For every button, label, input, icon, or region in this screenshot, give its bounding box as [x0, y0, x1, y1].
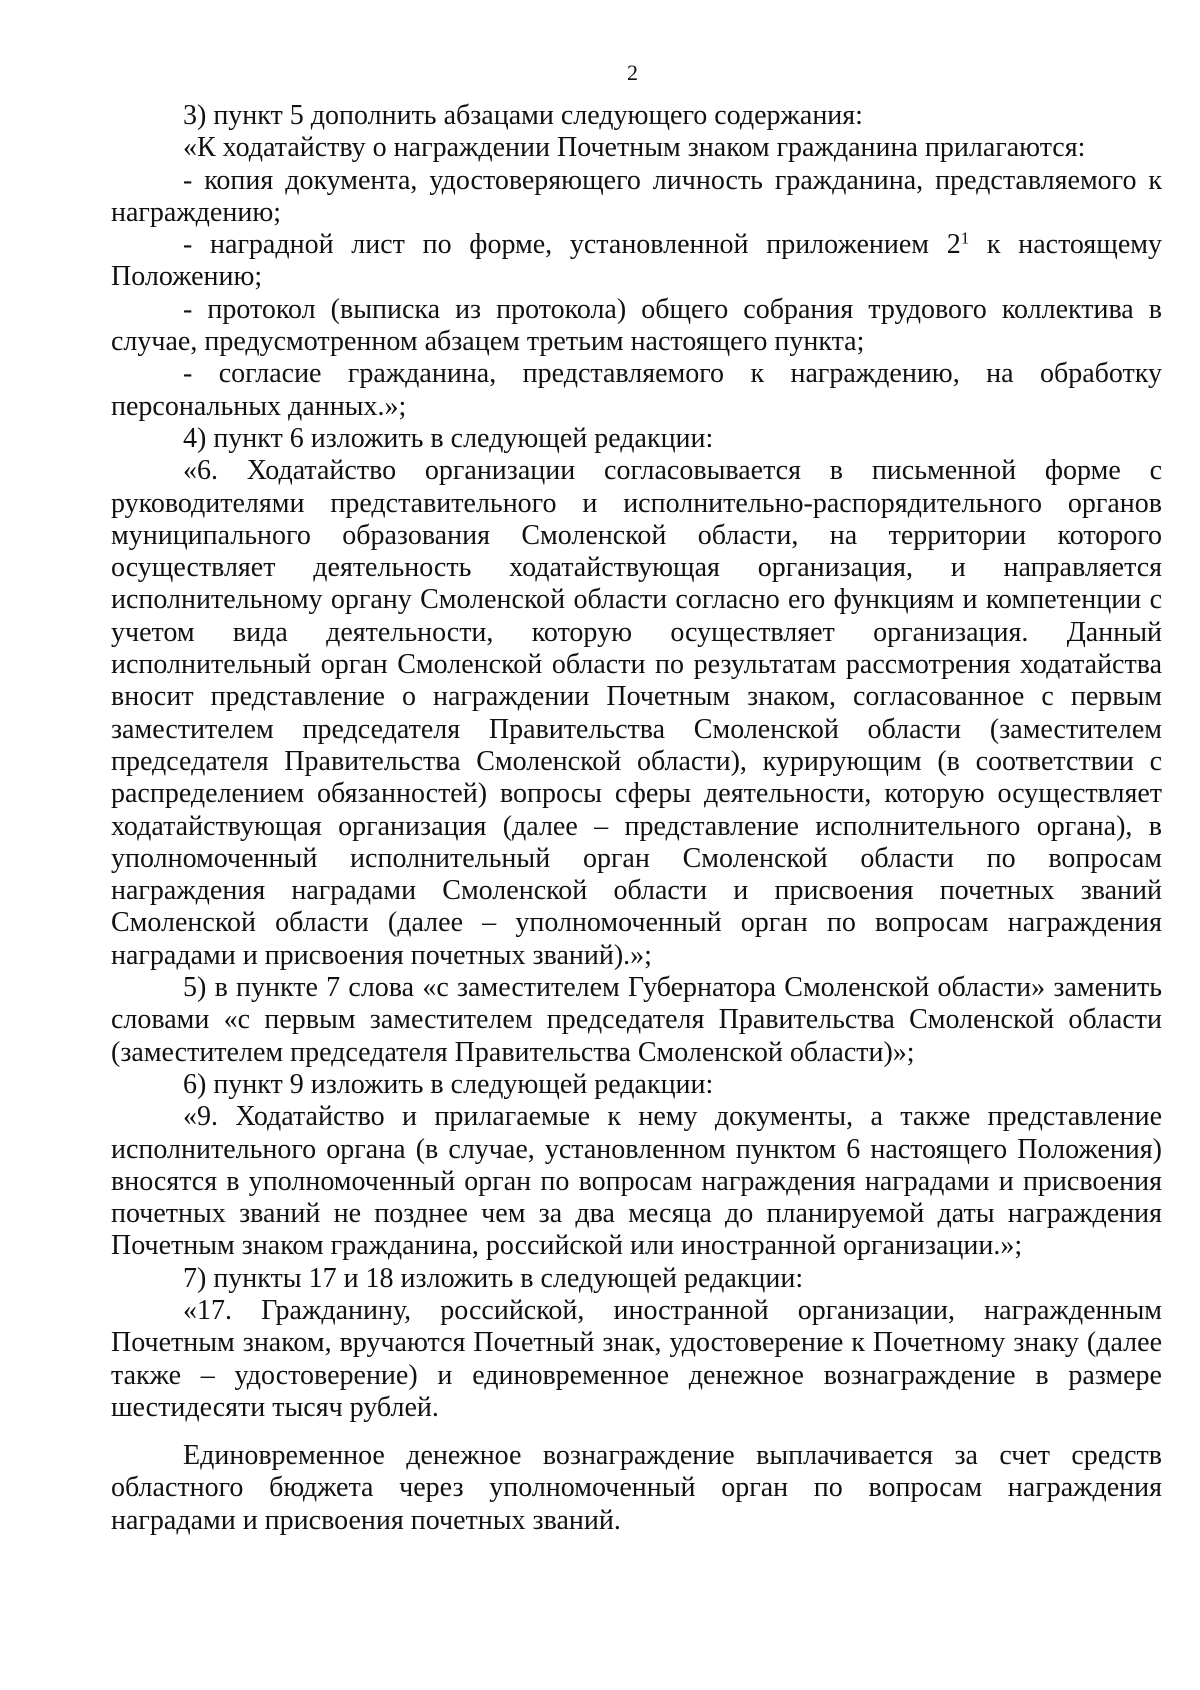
award-sheet-text-after: к настоящему Положению;	[111, 229, 1162, 293]
paragraph-id-copy: - копия документа, удостоверяющего личность гражданина, представляемого к награждению;	[111, 164, 1162, 228]
paragraph-award-sheet	[111, 229, 1162, 294]
paragraph-payment: Единовременное денежное вознаграждение выплачивается за счет средств областного бюджета через уполномоченный орган по вопросам награждения наградами и присвоения почетных званий.	[111, 1440, 1162, 1536]
paragraph-clause-9: «9. Ходатайство и прилагаемые к нему документы, а также представление исполнительного органа (в случае, установленном пунктом 6 настоящего Положения) вносятся в уполномоченный орган по вопросам награждения наградами и присвоения почетных званий не позднее чем за два месяца до планируемой даты награждения Почетным знаком гражданина, российской или иностранной организации.»;	[111, 1101, 1162, 1262]
paragraph-protocol: - протокол (выписка из протокола) общего собрания трудового коллектива в случае, предусмотренном абзацем третьим настоящего пункта;	[111, 293, 1162, 358]
superscript-mark: 1	[960, 228, 970, 248]
page-number: 2	[627, 60, 638, 85]
paragraph-attachments-intro: «К ходатайству о награждении Почетным знаком гражданина прилагаются:	[183, 132, 1086, 164]
paragraph-item-5: 5) в пункте 7 слова «с заместителем Губернатора Смоленской области» заменить словами «с первым заместителем председателя Правительства Смоленской области (заместителем председателя Правительства Смоленской области)»;	[111, 972, 1162, 1068]
paragraph-item-6: 6) пункт 9 изложить в следующей редакции:	[183, 1068, 714, 1100]
paragraph-clause-6: «6. Ходатайство организации согласовывается в письменной форме с руководителями представительного и исполнительно-распорядительного органов муниципального образования Смоленской области, на территории которого осуществляет деятельность ходатайствующая организация, и направляется исполнительному органу Смоленской области согласно его функциям и компетенции с учетом вида деятельности, которую осуществляет организация. Данный исполнительный орган Смоленской области по результатам рассмотрения ходатайства вносит представление о награждении Почетным знаком, согласованное с первым заместителем председателя Правительства Смоленской области (заместителем председателя Правительства Смоленской области), курирующим (в соответствии с распределением обязанностей) вопросы сферы деятельности, которую осуществляет ходатайствующая организация (далее – представление исполнительного органа), в уполномоченный исполнительный орган Смоленской области по вопросам награждения наградами Смоленской области и присвоения почетных званий Смоленской области (далее – уполномоченный орган по вопросам награждения наградами и присвоения почетных званий).»;	[111, 455, 1162, 971]
paragraph-clause-17: «17. Гражданину, российской, иностранной организации, награжденным Почетным знаком, вручаются Почетный знак, удостоверение к Почетному знаку (далее также – удостоверение) и единовременное денежное вознаграждение в размере шестидесяти тысяч рублей.	[111, 1294, 1162, 1423]
document-body	[111, 100, 1162, 1537]
paragraph-item-4: 4) пункт 6 изложить в следующей редакции:	[183, 422, 714, 454]
paragraph-consent: - согласие гражданина, представляемого к награждению, на обработку персональных данных.»;	[111, 358, 1162, 422]
paragraph-item-3: 3) пункт 5 дополнить абзацами следующего содержания:	[183, 100, 863, 131]
paragraph-item-7: 7) пункты 17 и 18 изложить в следующей редакции:	[183, 1262, 804, 1294]
award-sheet-text-before: - наградной лист по форме, установленной приложением 2	[183, 229, 961, 261]
